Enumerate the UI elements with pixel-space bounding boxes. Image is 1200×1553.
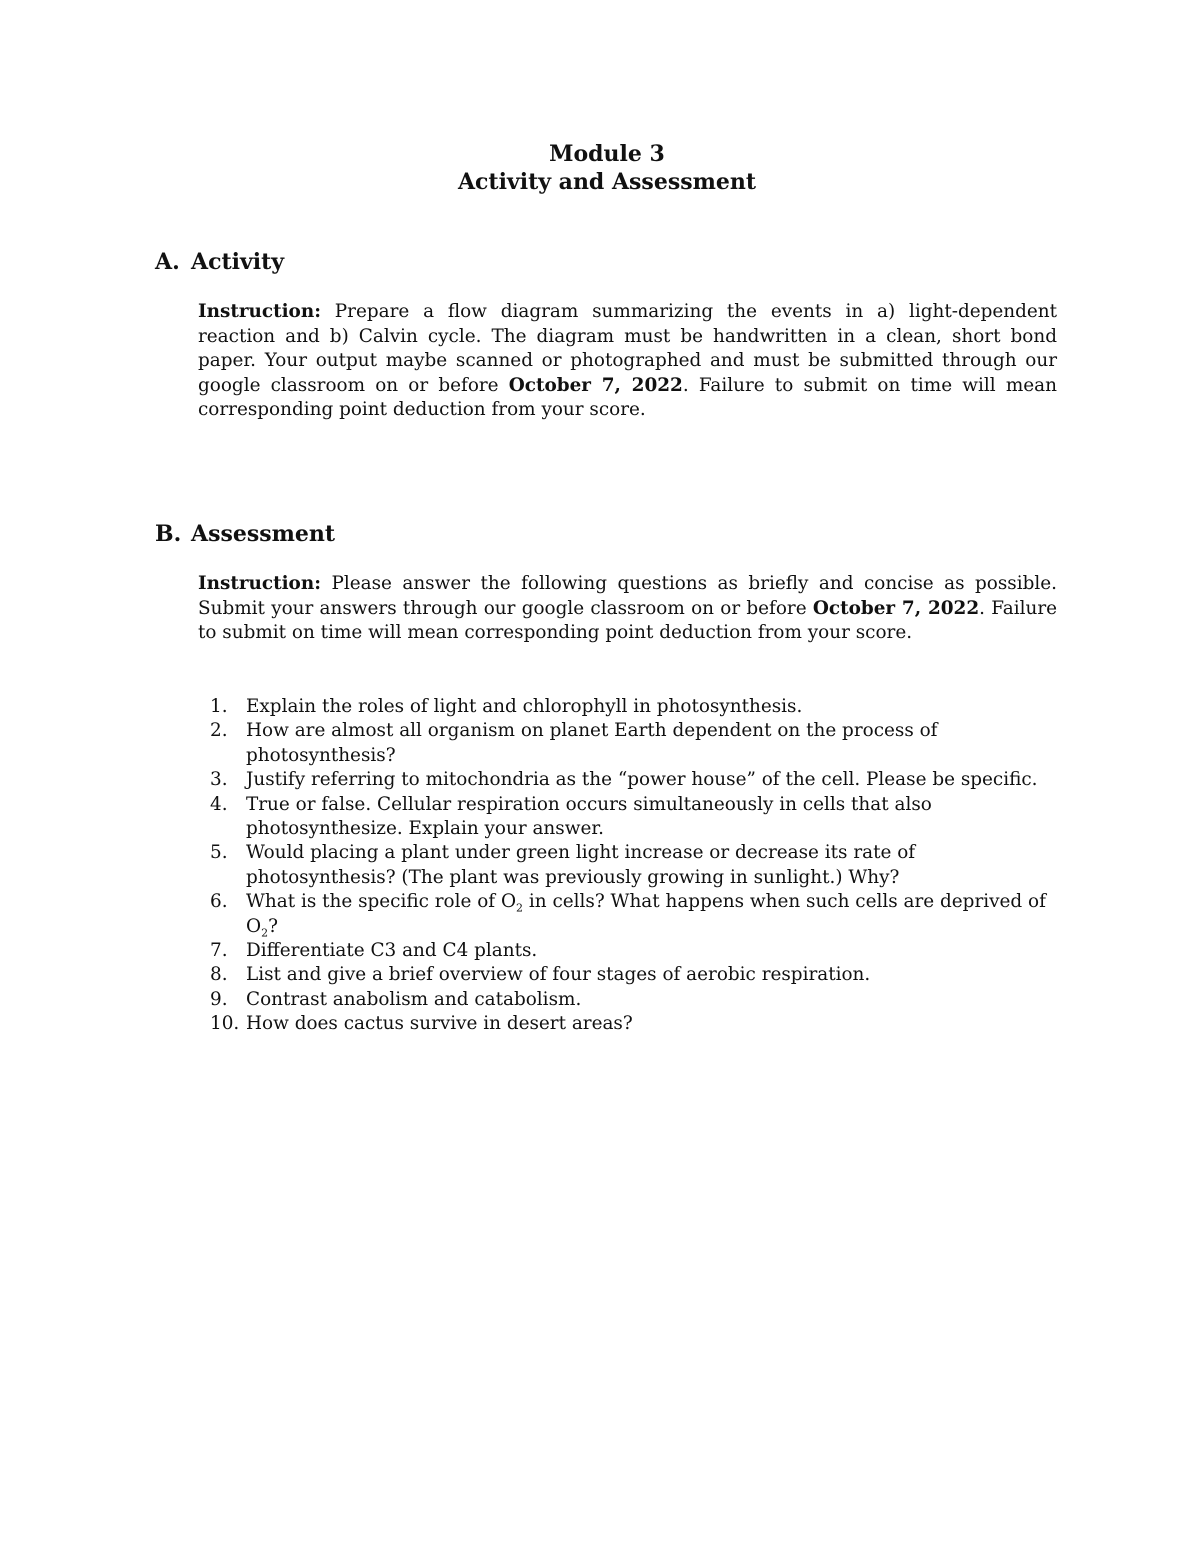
assessment-instruction-text-1: Please answer the following questions as briefly and concise as possible. Submit your answers through our google classroom on or before bbox=[198, 573, 1057, 619]
question-number: 6. bbox=[210, 891, 228, 913]
question-item bbox=[200, 939, 1060, 963]
subscript-two: 2 bbox=[261, 926, 269, 940]
assessment-deadline: October 7, 2022 bbox=[812, 597, 980, 619]
question-text-part-c: ? bbox=[268, 915, 278, 937]
question-number: 7. bbox=[210, 940, 228, 962]
question-number: 2. bbox=[210, 720, 228, 742]
question-list bbox=[200, 695, 1060, 1037]
section-a-letter: A. bbox=[155, 249, 180, 275]
question-item bbox=[200, 695, 1060, 719]
title-line-module: Module 3 bbox=[549, 141, 665, 167]
question-text: How does cactus survive in desert areas? bbox=[246, 1013, 633, 1035]
section-b-title: Assessment bbox=[191, 521, 336, 547]
assessment-instruction-label: Instruction: bbox=[198, 573, 321, 594]
subscript-two: 2 bbox=[516, 901, 524, 915]
question-text: List and give a brief overview of four stages of aerobic respiration. bbox=[246, 964, 871, 986]
title-line-subtitle: Activity and Assessment bbox=[457, 169, 757, 195]
question-number: 10. bbox=[210, 1013, 240, 1035]
question-number: 4. bbox=[210, 793, 228, 815]
activity-instruction-text-2: . Failure to submit on time will mean corresponding point deduction from your score. bbox=[198, 374, 1057, 420]
question-item bbox=[200, 988, 1060, 1012]
question-item bbox=[200, 890, 1060, 939]
question-text-part-a: What is the specific role of O bbox=[246, 891, 517, 913]
question-text: Justify referring to mitochondria as the “power house” of the cell. Please be specific. bbox=[246, 769, 1038, 791]
question-item bbox=[200, 793, 1060, 842]
assessment-instruction bbox=[198, 572, 1057, 646]
question-text: Would placing a plant under green light increase or decrease its rate of photosynthesis? (The plant was previously growing in sunlight.) Why? bbox=[246, 842, 916, 888]
activity-instruction bbox=[198, 300, 1057, 423]
section-a-heading bbox=[155, 248, 284, 276]
question-item bbox=[200, 1012, 1060, 1036]
activity-instruction-text-1: Prepare a flow diagram summarizing the events in a) light-dependent reaction and b) Calvin cycle. The diagram must be handwritten in a clean, short bond paper. Your output maybe scanned or photographed and must be submitted through our google classroom on or before bbox=[198, 301, 1057, 396]
activity-deadline: October 7, 2022 bbox=[508, 374, 683, 396]
assessment-instruction-text-2: . Failure to submit on time will mean corresponding point deduction from your score. bbox=[198, 597, 1058, 643]
question-number: 3. bbox=[210, 769, 228, 791]
question-number: 1. bbox=[210, 696, 228, 717]
activity-instruction-label: Instruction: bbox=[198, 301, 321, 322]
question-number: 9. bbox=[210, 988, 228, 1010]
question-text-part-b: in cells? What happens when such cells are deprived of O bbox=[246, 891, 1046, 937]
question-item bbox=[200, 841, 1060, 890]
question-item bbox=[200, 768, 1060, 792]
question-text: Explain the roles of light and chlorophyll in photosynthesis. bbox=[246, 696, 803, 717]
section-a-title: Activity bbox=[191, 249, 285, 275]
section-b-letter: B. bbox=[155, 521, 182, 547]
section-b-heading bbox=[155, 520, 335, 548]
question-text: Differentiate C3 and C4 plants. bbox=[246, 940, 538, 962]
question-text: How are almost all organism on planet Earth dependent on the process of photosynthesis? bbox=[246, 720, 938, 766]
question-item bbox=[200, 963, 1060, 987]
question-item bbox=[200, 719, 1060, 768]
question-number: 5. bbox=[210, 842, 228, 864]
question-text: Contrast anabolism and catabolism. bbox=[246, 988, 582, 1010]
question-number: 8. bbox=[210, 964, 228, 986]
question-text: True or false. Cellular respiration occurs simultaneously in cells that also photosynthesize. Explain your answer. bbox=[246, 793, 932, 840]
document-title bbox=[0, 140, 1200, 196]
